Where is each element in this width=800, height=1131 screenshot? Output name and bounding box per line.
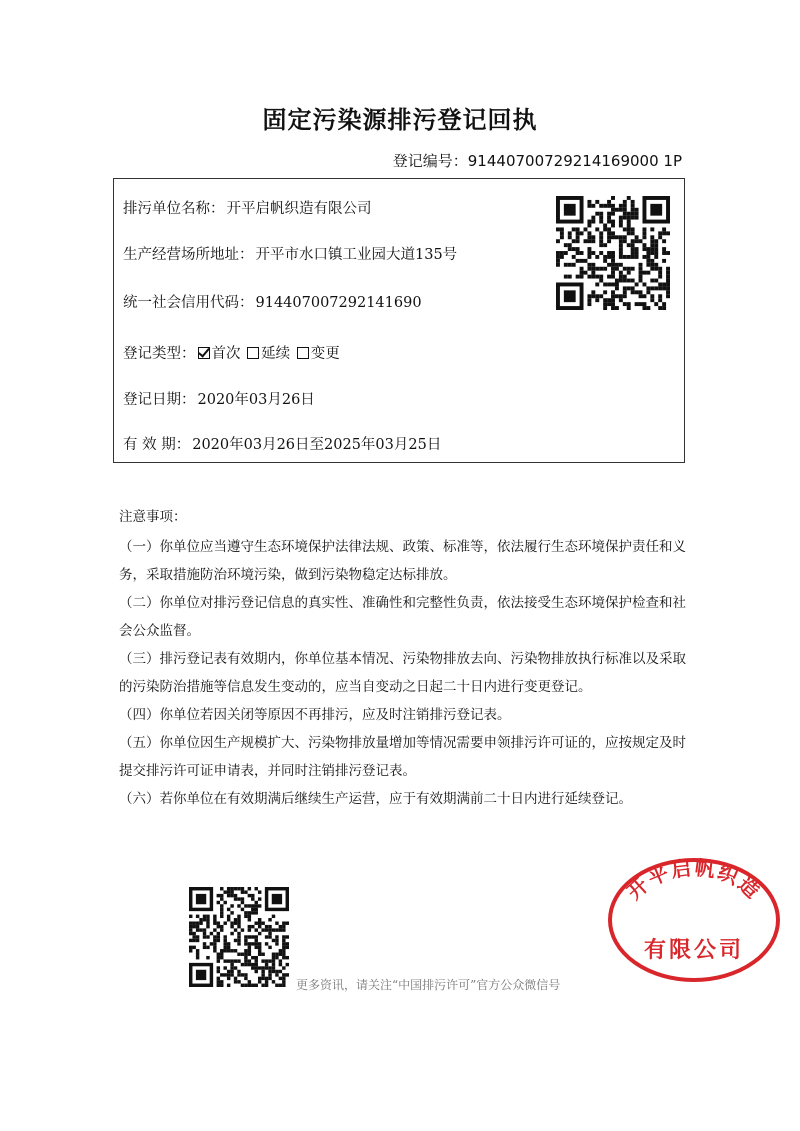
- unit-name-value: 开平启帆织造有限公司: [226, 201, 372, 217]
- unit-name-row: [123, 197, 372, 218]
- seal-bottom-text: 有限公司: [643, 938, 745, 963]
- type-change-label: 变更: [310, 346, 340, 362]
- registration-date-value: 2020年03月26日: [197, 392, 315, 408]
- type-first-label: 首次: [211, 346, 241, 362]
- validity-label: 有 效 期：: [123, 437, 191, 453]
- page-title: 固定污染源排污登记回执: [262, 106, 538, 134]
- type-extend-label: 延续: [261, 346, 291, 362]
- registration-type-row: [123, 342, 340, 363]
- address-row: [123, 243, 457, 264]
- checkbox-first: [198, 347, 210, 359]
- registration-type-label: 登记类型：: [123, 346, 196, 362]
- address-value: 开平市水口镇工业园大道135号: [255, 247, 458, 263]
- note-item: （四）你单位若因关闭等原因不再排污，应及时注销排污登记表。: [119, 707, 511, 723]
- credit-code-value: 914407007292141690: [255, 295, 422, 311]
- credit-code-row: [123, 291, 422, 312]
- company-seal: [606, 855, 782, 985]
- qr-code-icon: [556, 196, 670, 310]
- registration-number: 登记编号：91440700729214169000 1P: [392, 152, 682, 170]
- note-item: （六）若你单位在有效期满后继续生产运营，应于有效期满前二十日内进行延续登记。: [119, 791, 632, 807]
- note-item: （三）排污登记表有效期内，你单位基本情况、污染物排放去向、污染物排放执行标准以及采取的污染防治措施等信息发生变动的，应当自变动之日起二十日内进行变更登记。: [119, 651, 686, 695]
- info-box: [113, 178, 685, 463]
- notes-section: [119, 503, 689, 813]
- svg-text:开平启帆织造: [622, 855, 766, 904]
- seal-top-text: 开平启帆织造: [622, 855, 766, 905]
- checkbox-change: [297, 347, 309, 359]
- notes-heading: 注意事项：: [119, 509, 187, 525]
- note-item: （五）你单位因生产规模扩大、污染物排放量增加等情况需要申领排污许可证的，应按规定及时提交排污许可证申请表，并同时注销排污登记表。: [119, 735, 686, 779]
- credit-code-label: 统一社会信用代码：: [123, 295, 254, 311]
- unit-name-label: 排污单位名称：: [123, 201, 225, 217]
- qr-code-icon: [189, 887, 289, 987]
- registration-date-row: [123, 388, 315, 409]
- registration-date-label: 登记日期：: [123, 392, 196, 408]
- checkbox-extend: [247, 347, 259, 359]
- note-item: （二）你单位对排污登记信息的真实性、准确性和完整性负责，依法接受生态环境保护检查和社会公众监督。: [119, 595, 686, 639]
- footer-note: 更多资讯，请关注“中国排污许可”官方公众微信号: [296, 978, 561, 992]
- validity-row: [123, 433, 441, 454]
- address-label: 生产经营场所地址：: [123, 247, 254, 263]
- validity-value: 2020年03月26日至2025年03月25日: [192, 437, 442, 453]
- note-item: （一）你单位应当遵守生态环境保护法律法规、政策、标准等，依法履行生态环境保护责任和义务，采取措施防治环境污染，做到污染物稳定达标排放。: [119, 539, 686, 583]
